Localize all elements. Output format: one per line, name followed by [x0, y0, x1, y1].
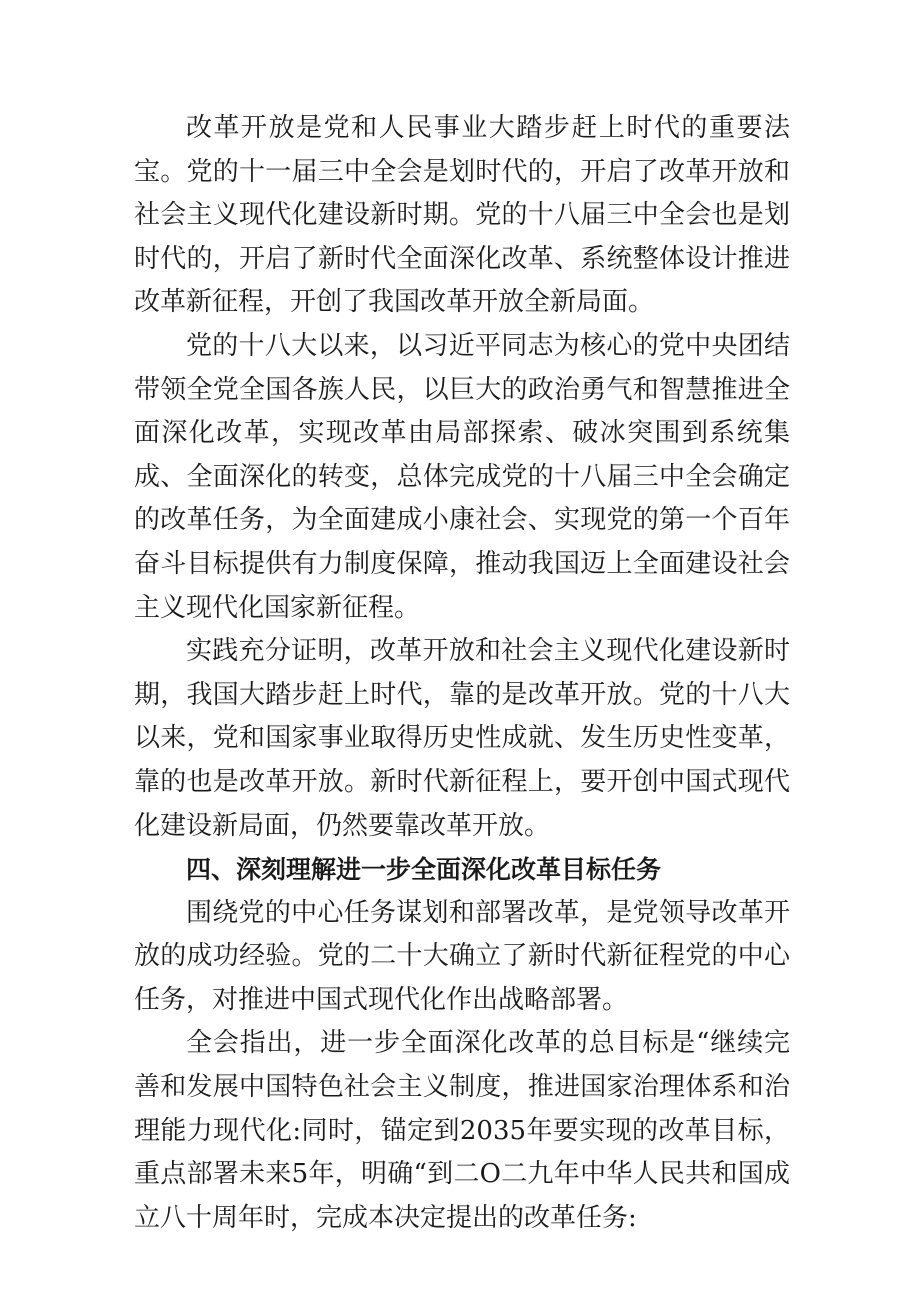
paragraph-3: 实践充分证明，改革开放和社会主义现代化建设新时期，我国大踏步赶上时代，靠的是改革开放。党的十八大以来，党和国家事业取得历史性成就、发生历史性变革，靠的也是改革开放。新时代新征程上，要开创中国式现代化建设新局面，仍然要靠改革开放。 [134, 636, 790, 841]
paragraph-2: 党的十八大以来，以习近平同志为核心的党中央团结带领全党全国各族人民，以巨大的政治勇气和智慧推进全面深化改革，实现改革由局部探索、破冰突围到系统集成、全面深化的转变，总体完成党的十八届三中全会确定的改革任务，为全面建成小康社会、实现党的第一个百年奋斗目标提供有力制度保障，推动我国迈上全面建设社会主义现代化国家新征程。 [134, 330, 790, 623]
document-page [134, 107, 790, 1240]
paragraph-5: 全会指出，进一步全面深化改革的总目标是“继续完善和发展中国特色社会主义制度，推进国家治理体系和治理能力现代化:同时，锚定到2035年要实现的改革目标，重点部署未来5年，明确“到二O二九年中华人民共和国成立八十周年时，完成本决定提出的改革任务: [134, 1028, 790, 1233]
paragraph-4: 围绕党的中心任务谋划和部署改革，是党领导改革开放的成功经验。党的二十大确立了新时代新征程党的中心任务，对推进中国式现代化作出战略部署。 [134, 897, 790, 1015]
section-heading: 四、深刻理解进一步全面深化改革目标任务 [186, 855, 662, 885]
paragraph-1: 改革开放是党和人民事业大踏步赶上时代的重要法宝。党的十一届三中全会是划时代的，开启了改革开放和社会主义现代化建设新时期。党的十八届三中全会也是划时代的，开启了新时代全面深化改革、系统整体设计推进改革新征程，开创了我国改革开放全新局面。 [134, 113, 790, 318]
